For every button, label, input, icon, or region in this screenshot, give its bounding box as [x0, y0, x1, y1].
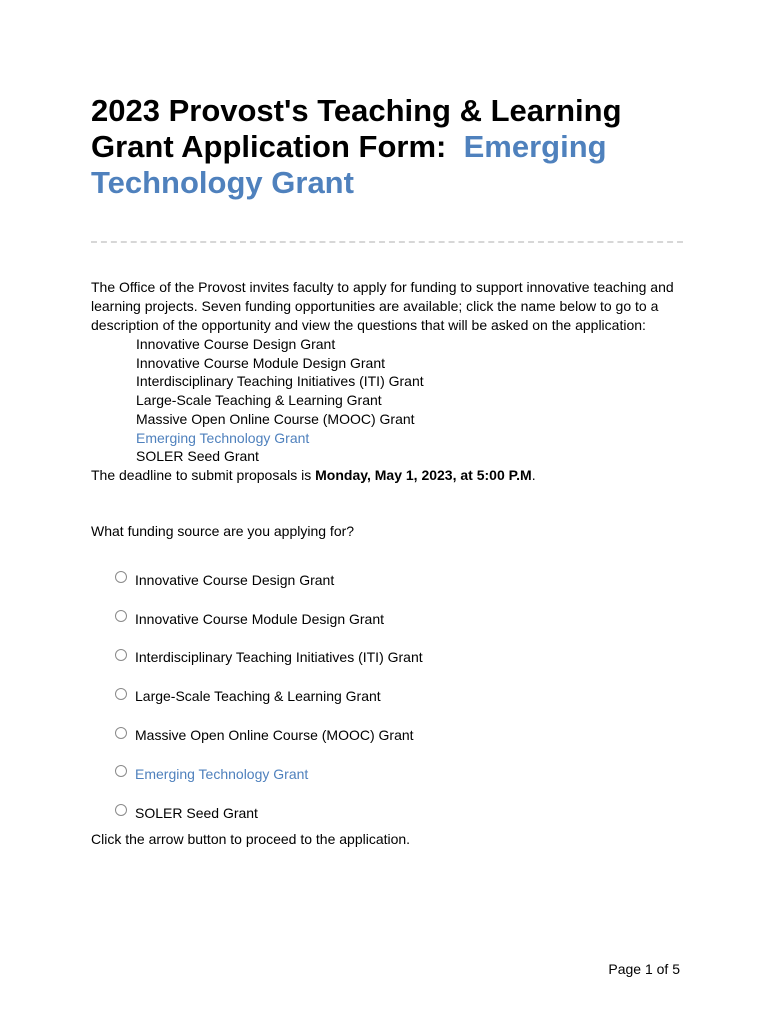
form-page — [91, 0, 683, 1024]
radio-option-label: Innovative Course Module Design Grant — [135, 610, 385, 627]
intro-section — [91, 278, 683, 485]
grant-link-list — [91, 335, 683, 466]
grant-link-item-emerging-technology[interactable]: Emerging Technology Grant — [136, 429, 310, 446]
radio-option-label: Innovative Course Design Grant — [135, 571, 335, 588]
radio-option[interactable] — [115, 639, 423, 678]
radio-option[interactable] — [115, 677, 423, 716]
radio-option-emerging-technology[interactable] — [115, 755, 423, 794]
funding-source-question: What funding source are you applying for? — [91, 523, 355, 539]
section-divider — [91, 241, 683, 243]
radio-option[interactable] — [115, 600, 423, 639]
radio-button[interactable] — [115, 765, 127, 777]
page-number: Page 1 of 5 — [608, 961, 680, 977]
radio-option[interactable] — [115, 794, 423, 833]
grant-link-item[interactable]: SOLER Seed Grant — [136, 448, 259, 465]
radio-option-label: Large-Scale Teaching & Learning Grant — [135, 688, 381, 705]
page-title-main: 2023 Provost's Teaching & Learning Grant Application Form: — [91, 93, 622, 164]
page-title-accent: Emerging Technology Grant — [91, 129, 607, 200]
radio-option[interactable] — [115, 716, 423, 755]
radio-button[interactable] — [115, 688, 127, 700]
radio-button[interactable] — [115, 610, 127, 622]
page-title — [91, 93, 683, 201]
radio-option-label: Emerging Technology Grant — [135, 765, 309, 782]
radio-button[interactable] — [115, 571, 127, 583]
radio-button[interactable] — [115, 649, 127, 661]
grant-link-item[interactable]: Innovative Course Module Design Grant — [136, 354, 386, 371]
radio-button[interactable] — [115, 804, 127, 816]
intro-text: The Office of the Provost invites faculty to apply for funding to support innovative teaching and learning projects. Seven funding opportunities are available; click the name below to go to a description of the opportunity and view the questions that will be asked on the application: — [91, 279, 674, 333]
grant-link-item[interactable]: Interdisciplinary Teaching Initiatives (ITI) Grant — [136, 373, 424, 390]
radio-option-label: SOLER Seed Grant — [135, 804, 258, 821]
radio-option-label: Interdisciplinary Teaching Initiatives (ITI) Grant — [135, 649, 423, 666]
deadline-date: Monday, May 1, 2023, at 5:00 P.M — [315, 466, 532, 483]
radio-option-label: Massive Open Online Course (MOOC) Grant — [135, 727, 414, 744]
radio-option[interactable] — [115, 561, 423, 600]
deadline-text: The deadline to submit proposals is Monday, May 1, 2023, at 5:00 P.M. — [91, 466, 536, 483]
grant-link-item[interactable]: Massive Open Online Course (MOOC) Grant — [136, 410, 415, 427]
grant-link-item[interactable]: Large-Scale Teaching & Learning Grant — [136, 392, 382, 409]
grant-link-item[interactable]: Innovative Course Design Grant — [136, 336, 336, 352]
radio-button[interactable] — [115, 727, 127, 739]
funding-source-radio-group — [115, 561, 423, 833]
proceed-instruction: Click the arrow button to proceed to the application. — [91, 831, 411, 847]
